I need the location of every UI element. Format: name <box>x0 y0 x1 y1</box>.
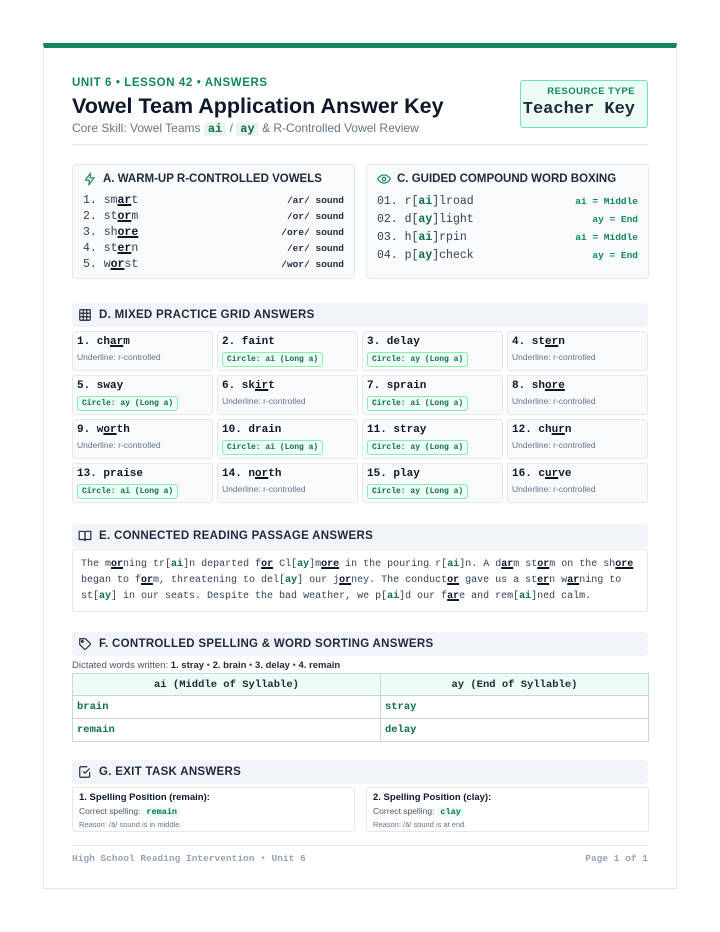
grid-word: 3. delay <box>367 336 420 348</box>
underlined-letters: ore <box>545 380 565 392</box>
section-a-heading: A. WARM-UP R-CONTROLLED VOWELS <box>83 171 344 187</box>
warmup-word: 2. storm <box>83 209 139 223</box>
sound-label: /wor/ sound <box>281 258 344 270</box>
section-a-panel <box>72 164 355 279</box>
sound-label: /er/ sound <box>286 242 344 254</box>
table-cell: delay <box>380 719 648 742</box>
grid-word: 6. skirt <box>222 380 275 392</box>
table-cell: stray <box>380 696 648 719</box>
vowel-team: ay <box>418 212 433 226</box>
answer-note: Underline: r-controlled <box>222 484 306 494</box>
compound-word: 04. p[ay]check <box>377 248 474 262</box>
lightning-icon <box>83 172 97 186</box>
footer <box>72 853 648 864</box>
underlined-letters: ar <box>447 591 460 602</box>
vowel-team: ai <box>171 559 184 570</box>
book-icon <box>78 529 92 543</box>
reading-passage: The morning tr[ai]n departed for Cl[ay]more in the pouring r[ai]n. A darm storm on the shore began to form, threatening to del[ay] our jorney. The conductor gave us a stern warning to st[ay] in our seats. Despite the bad weather, we p[ai]d our fare and rem[ai]ned calm. <box>72 549 648 612</box>
grid-cell <box>217 375 358 415</box>
underlined-letters: or <box>537 559 550 570</box>
answer-pill: Circle: ai (Long a) <box>222 352 323 367</box>
answer-note: Underline: r-controlled <box>512 352 596 362</box>
dictated-word: 2. brain <box>212 660 247 671</box>
grid-word: 11. stray <box>367 424 427 436</box>
table-cell: brain <box>73 696 381 719</box>
vowel-team: ay <box>418 248 433 262</box>
resource-type-box <box>520 80 648 128</box>
underlined-letters: or <box>117 209 132 223</box>
unit-lesson-label: UNIT 6 • LESSON 42 • ANSWERS <box>72 77 268 89</box>
vowel-team: ay <box>99 591 112 602</box>
grid-word: 13. praise <box>77 468 144 480</box>
underlined-letters: or <box>447 575 460 586</box>
position-label: ai = Middle <box>575 231 638 243</box>
answer-pill: Circle: ay (Long a) <box>367 352 468 367</box>
footer-left: High School Reading Intervention • Unit 6 <box>72 853 306 864</box>
vowel-team: ai <box>418 230 433 244</box>
worksheet-page <box>43 43 677 889</box>
underlined-letters: or <box>111 559 124 570</box>
underlined-letters: ir <box>255 380 269 392</box>
section-c-panel <box>366 164 649 279</box>
vowel-team: ai <box>447 559 460 570</box>
sound-label: /ar/ sound <box>286 194 344 206</box>
grid-cell <box>362 375 503 415</box>
grid-cell <box>362 463 503 503</box>
exit-card-2: 2. Spelling Position (clay): Correct spelling: clay Reason: /ā/ sound is at end. <box>366 787 649 832</box>
grid-cell <box>362 419 503 459</box>
grid-word: 4. stern <box>512 336 565 348</box>
ai-pill: ai <box>204 122 226 136</box>
list-item <box>83 192 344 208</box>
underlined-letters: or <box>103 424 117 436</box>
warmup-word: 1. smart <box>83 193 139 207</box>
practice-grid <box>72 331 648 503</box>
checkbox-icon <box>78 765 92 779</box>
warmup-word: 5. worst <box>83 257 139 271</box>
sound-label: /ore/ sound <box>281 226 344 238</box>
underlined-letters: ar <box>567 575 580 586</box>
compound-word: 01. r[ai]lroad <box>377 194 474 208</box>
answer-pill: Circle: ai (Long a) <box>367 396 468 411</box>
underlined-letters: ore <box>615 559 634 570</box>
compound-word: 03. h[ai]rpin <box>377 230 467 244</box>
header-divider <box>72 144 648 145</box>
answer-note: Underline: r-controlled <box>222 396 306 406</box>
grid-cell <box>72 331 213 371</box>
list-item <box>83 224 344 240</box>
grid-word: 1. charm <box>77 336 130 348</box>
list-item <box>377 246 638 264</box>
underlined-letters: ur <box>545 468 559 480</box>
grid-word: 16. curve <box>512 468 572 480</box>
answer-note: Underline: r-controlled <box>77 440 161 450</box>
column-header-ay: ay (End of Syllable) <box>380 674 648 696</box>
underlined-letters: er <box>117 241 132 255</box>
column-header-ai: ai (Middle of Syllable) <box>73 674 381 696</box>
warmup-word: 3. shore <box>83 225 139 239</box>
answer-pill: Circle: ay (Long a) <box>77 396 178 411</box>
grid-word: 5. sway <box>77 380 124 392</box>
grid-cell <box>217 331 358 371</box>
vowel-team: ai <box>418 194 433 208</box>
table-row <box>73 696 649 719</box>
position-label: ay = End <box>592 213 638 225</box>
grid-word: 7. sprain <box>367 380 427 392</box>
grid-word: 9. worth <box>77 424 130 436</box>
dictated-word: 3. delay <box>255 660 290 671</box>
underlined-letters: er <box>537 575 550 586</box>
underlined-letters: or <box>255 468 269 480</box>
page-subtitle: Core Skill: Vowel Teams ai / ay & R-Controlled Vowel Review <box>72 121 419 136</box>
ay-pill: ay <box>236 122 258 136</box>
grid-word: 14. north <box>222 468 282 480</box>
footer-divider <box>72 845 648 846</box>
list-item <box>83 256 344 272</box>
footer-page-number: Page 1 of 1 <box>585 853 648 864</box>
grid-word: 12. churn <box>512 424 572 436</box>
warmup-list <box>83 192 344 272</box>
list-item <box>83 208 344 224</box>
list-item <box>377 192 638 210</box>
eye-icon <box>377 172 391 186</box>
grid-cell <box>362 331 503 371</box>
vowel-team: ay <box>285 575 298 586</box>
table-row <box>73 719 649 742</box>
position-label: ay = End <box>592 249 638 261</box>
grid-word: 8. shore <box>512 380 565 392</box>
grid-cell <box>72 463 213 503</box>
resource-type-value: Teacher Key <box>522 100 635 119</box>
dictated-word: 1. stray <box>170 660 205 671</box>
section-c-heading: C. GUIDED COMPOUND WORD BOXING <box>377 171 638 187</box>
grid-word: 15. play <box>367 468 420 480</box>
dictated-word: 4. remain <box>298 660 341 671</box>
underlined-letters: ur <box>551 424 565 436</box>
grid-cell <box>507 419 648 459</box>
answer-pill: Circle: ai (Long a) <box>222 440 323 455</box>
vowel-team: ai <box>519 591 532 602</box>
grid-cell <box>72 419 213 459</box>
section-g-heading: G. EXIT TASK ANSWERS <box>72 760 648 784</box>
underlined-letters: ar <box>110 336 124 348</box>
section-d-heading: D. MIXED PRACTICE GRID ANSWERS <box>72 303 648 327</box>
table-cell: remain <box>73 719 381 742</box>
list-item <box>377 228 638 246</box>
underlined-letters: ar <box>117 193 132 207</box>
vowel-team: ai <box>387 591 400 602</box>
grid-cell <box>72 375 213 415</box>
grid-cell <box>507 331 648 371</box>
vowel-team: ay <box>297 559 310 570</box>
underlined-letters: ore <box>117 225 139 239</box>
answer-note: Underline: r-controlled <box>512 484 596 494</box>
grid-icon <box>78 308 92 322</box>
underlined-letters: ar <box>501 559 514 570</box>
answer-pill: clay <box>437 807 463 817</box>
underlined-letters: or <box>261 559 274 570</box>
list-item <box>83 240 344 256</box>
answer-pill: Circle: ai (Long a) <box>77 484 178 499</box>
answer-pill: Circle: ay (Long a) <box>367 484 468 499</box>
grid-cell <box>217 463 358 503</box>
underlined-letters: er <box>545 336 559 348</box>
word-sort-table <box>72 673 649 742</box>
section-f-heading: F. CONTROLLED SPELLING & WORD SORTING ANSWERS <box>72 632 648 656</box>
answer-note: Underline: r-controlled <box>512 396 596 406</box>
grid-cell <box>217 419 358 459</box>
underlined-letters: or <box>110 257 125 271</box>
dictated-words: Dictated words written: 1. stray • 2. brain • 3. delay • 4. remain <box>72 660 341 671</box>
page-title: Vowel Team Application Answer Key <box>72 94 444 118</box>
compound-list <box>377 192 638 264</box>
exit-card-1: 1. Spelling Position (remain): Correct spelling: remain Reason: /ā/ sound is in middle. <box>72 787 355 832</box>
answer-pill: Circle: ay (Long a) <box>367 440 468 455</box>
grid-word: 10. drain <box>222 424 282 436</box>
grid-cell <box>507 463 648 503</box>
underlined-letters: or <box>339 575 352 586</box>
resource-type-label: RESOURCE TYPE <box>547 86 635 97</box>
answer-note: Underline: r-controlled <box>512 440 596 450</box>
grid-word: 2. faint <box>222 336 275 348</box>
sound-label: /or/ sound <box>286 210 344 222</box>
underlined-letters: or <box>141 575 154 586</box>
tag-icon <box>78 637 92 651</box>
compound-word: 02. d[ay]light <box>377 212 474 226</box>
section-e-heading: E. CONNECTED READING PASSAGE ANSWERS <box>72 524 648 548</box>
list-item <box>377 210 638 228</box>
answer-note: Underline: r-controlled <box>77 352 161 362</box>
answer-pill: remain <box>143 807 180 817</box>
warmup-word: 4. stern <box>83 241 139 255</box>
underlined-letters: ore <box>321 559 340 570</box>
position-label: ai = Middle <box>575 195 638 207</box>
grid-cell <box>507 375 648 415</box>
